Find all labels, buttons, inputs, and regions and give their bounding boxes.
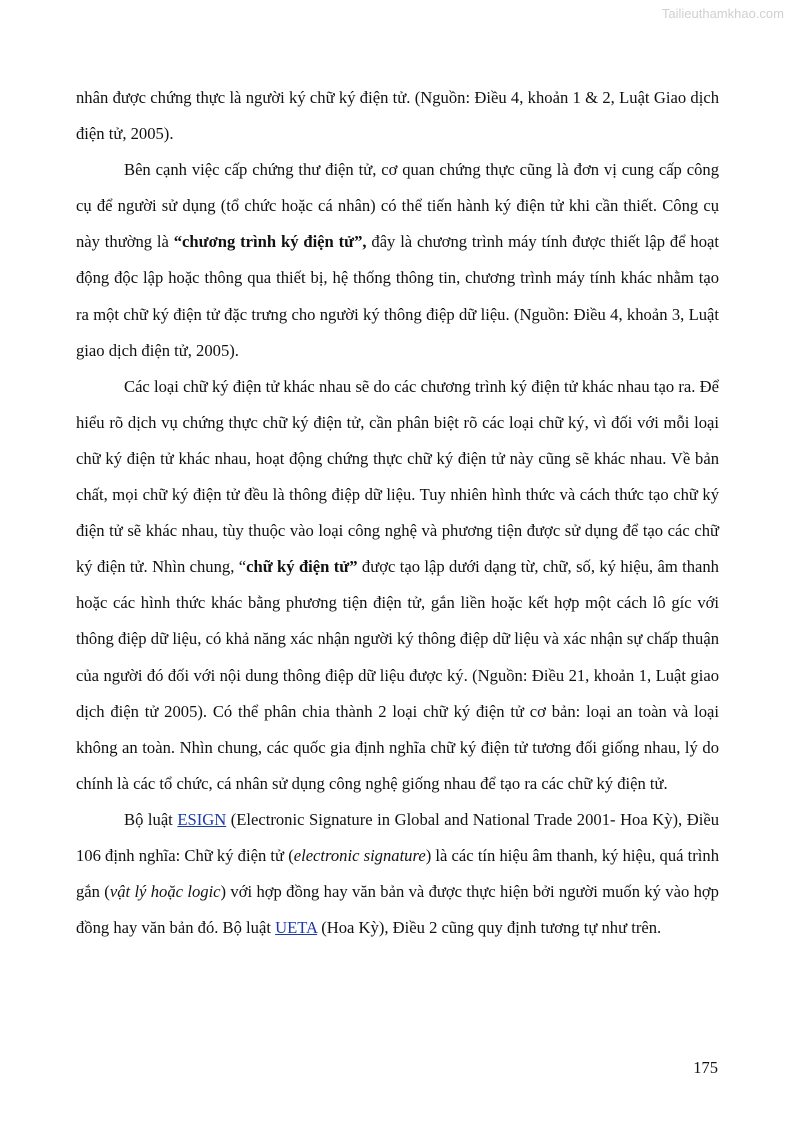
text-run: (Hoa Kỳ), Điều 2 cũng quy định tương tự như trên. (317, 918, 662, 938)
paragraph-2 (76, 152, 719, 369)
text-run: (Electronic Signature in Global and National Trade 2001- Hoa Kỳ), Điều 106 định nghĩa: Chữ ký điện tử ( (76, 809, 720, 865)
ueta-link[interactable]: UETA (275, 918, 318, 938)
paragraph-3 (76, 369, 719, 802)
text-run: đây là chương trình máy tính được thiết lập để hoạt động độc lập hoặc thông qua thiết bị, hệ thống thông tin, chương trình máy tính khác nhằm tạo ra một chữ ký điện tử đặc trưng cho người ký thông điệp dữ liệu. (Nguồn: Điều 4, khoản 3, Luật giao dịch điện tử, 2005). (76, 232, 719, 360)
text-run: nhân được chứng thực là người ký chữ ký điện tử. (Nguồn: Điều 4, khoản 1 & 2, Luật Giao dịch điện tử, 2005). (76, 88, 719, 144)
document-body (76, 80, 719, 946)
paragraph-1 (76, 80, 719, 152)
esign-link[interactable]: ESIGN (177, 809, 227, 829)
text-run: ) với hợp đồng hay văn bản và được thực hiện bởi người muốn ký vào hợp đồng hay văn bản đó. Bộ luật (76, 882, 719, 938)
bold-term: chữ ký điện tử” (246, 557, 358, 577)
page-number: 175 (693, 1058, 718, 1077)
italic-term: electronic signature (293, 845, 426, 865)
text-run: ) là các tín hiệu âm thanh, ký hiệu, quá trình gắn ( (76, 845, 719, 902)
text-run: Bộ luật (124, 809, 178, 829)
bold-term: “chương trình ký điện tử”, (173, 232, 367, 252)
paragraph-4 (76, 802, 719, 946)
watermark-text: Tailieuthamkhao.com (661, 6, 784, 21)
text-run: Bên cạnh việc cấp chứng thư điện tử, cơ quan chứng thực cũng là đơn vị cung cấp công cụ để người sử dụng (tổ chức hoặc cá nhân) có thể tiến hành ký điện tử khi cần thiết. Công cụ này thường là (76, 160, 719, 252)
text-run: Các loại chữ ký điện tử khác nhau sẽ do các chương trình ký điện tử khác nhau tạo ra. Để hiểu rõ dịch vụ chứng thực chữ ký điện tử, cần phân biệt rõ các loại chữ ký, vì đối với mỗi loại chữ ký điện tử khác nhau, hoạt động chứng thực chữ ký điện tử này cũng sẽ khác nhau. Về bản chất, mọi chữ ký điện tử đều là thông điệp dữ liệu. Tuy nhiên hình thức và cách thức tạo chữ ký điện tử sẽ khác nhau, tùy thuộc vào loại công nghệ và phương tiện được sử dụng để tạo các chữ ký điện tử. Nhìn chung, “ (76, 376, 719, 577)
text-run: được tạo lập dưới dạng từ, chữ, số, ký hiệu, âm thanh hoặc các hình thức khác bằng phương tiện điện tử, gắn liền hoặc kết hợp một cách lô gíc với thông điệp dữ liệu, có khả năng xác nhận người ký thông điệp dữ liệu và xác nhận sự chấp thuận của người đó đối với nội dung thông điệp dữ liệu được ký. (Nguồn: Điều 21, khoản 1, Luật giao dịch điện tử 2005). Có thể phân chia thành 2 loại chữ ký điện tử cơ bản: loại an toàn và loại không an toàn. Nhìn chung, các quốc gia định nghĩa chữ ký điện tử tương đối giống nhau, lý do chính là các tổ chức, cá nhân sử dụng công nghệ giống nhau để tạo ra các chữ ký điện tử. (76, 557, 719, 793)
italic-term: vật lý hoặc logic (109, 882, 221, 902)
